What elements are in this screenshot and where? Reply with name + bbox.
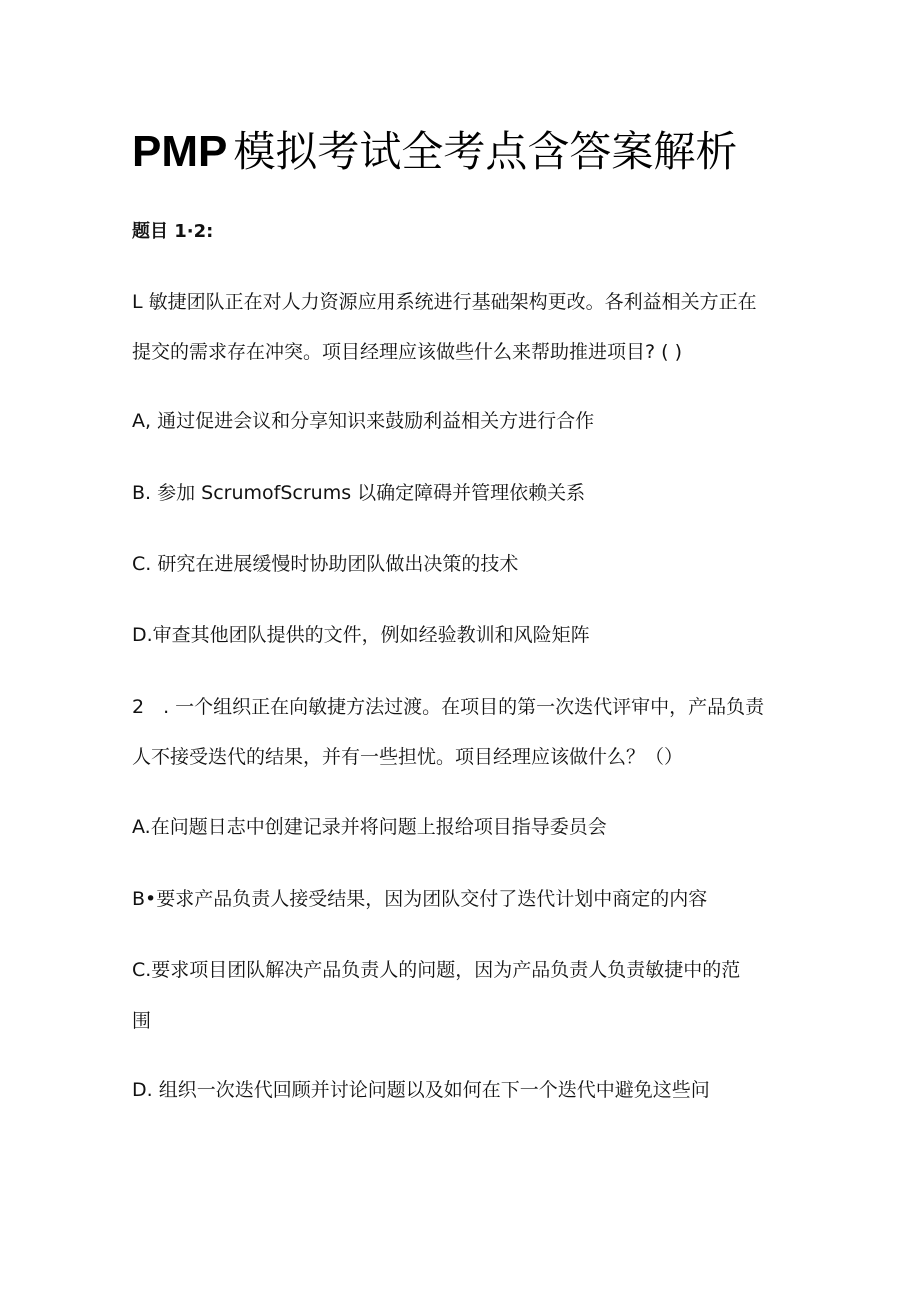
q2-option-d: D. 组织一次迭代回顾并讨论问题以及如何在下一个迭代中避免这些问: [132, 1079, 710, 1101]
q2-option-a: A.在问题日志中创建记录并将问题上报给项目指导委员会: [132, 816, 607, 838]
section-label: 题目 1·2:: [132, 221, 214, 242]
q1-option-c: C. 研究在进展缓慢时协助团队做出决策的技术: [132, 553, 519, 575]
q2-option-c-line-1: C.要求项目团队解决产品负责人的问题，因为产品负责人负责敏捷中的范: [132, 959, 741, 981]
page-title: [132, 124, 872, 180]
title-cjk: 模拟考试全考点含答案解析: [233, 127, 738, 176]
q1-option-d: D.审查其他团队提供的文件，例如经验教训和风险矩阵: [132, 624, 590, 646]
q1-stem-line-2: 提交的需求存在冲突。项目经理应该做些什么来帮助推进项目? ( ): [132, 341, 682, 363]
q2-stem-line-1: 2 . 一个组织正在向敏捷方法过渡。在项目的第一次迭代评审中，产品负责: [132, 696, 765, 718]
q1-option-b: B. 参加 ScrumofScrums 以确定障碍并管理依赖关系: [132, 482, 586, 504]
title-latin: PMP: [132, 127, 228, 176]
q2-option-b: B•要求产品负责人接受结果，因为团队交付了迭代计划中商定的内容: [132, 888, 708, 910]
q1-stem-line-1: L 敏捷团队正在对人力资源应用系统进行基础架构更改。各利益相关方正在: [132, 291, 757, 313]
q1-option-a: A, 通过促进会议和分享知识来鼓励利益相关方进行合作: [132, 410, 595, 432]
q2-option-c-line-2: 围: [132, 1010, 152, 1032]
q2-stem-line-2: 人不接受迭代的结果，并有一些担忧。项目经理应该做什么？（）: [132, 746, 684, 768]
